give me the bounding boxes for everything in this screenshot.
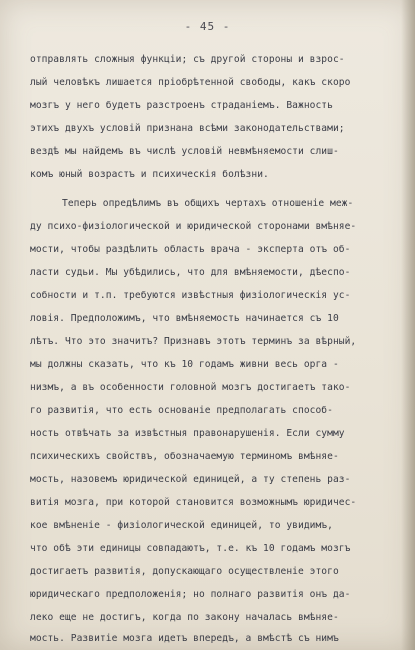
text-line: отправлять сложныя функціи; съ другой стороны и взрос- [30,54,345,65]
text-line: ласти судьи. Мы убѣдились, что для вмѣняемости, дѣеспо- [30,267,351,278]
text-line: мы должны сказать, что къ 10 годамъ живни весь орга - [30,359,339,370]
text-line: комъ юный возрастъ и психическія болѣзни. [30,169,269,180]
text-line: этихъ двухъ условій признана всѣми законодательствами; [30,123,345,134]
text-line: лѣтъ. Что это значитъ? Признавъ этотъ терминъ за вѣрный, [30,336,357,347]
text-line: Теперь опредѣлимъ въ общихъ чертахъ отношеніе меж- [62,198,354,209]
text-line: кое вмѣненіе - физіологической единицей, то увидимъ, [30,520,333,531]
text-line: психическихъ свойствъ, обозначаемую терминомъ вмѣняе- [30,451,339,462]
text-line: ность отвѣчать за извѣстныя правонарушенія. Если сумму [30,428,345,439]
text-line: что обѣ эти единицы совпадаютъ, т.е. къ 10 годамъ мозгъ [30,543,351,554]
text-line: мость, назовемъ юридической единицей, а ту степень раз- [30,474,351,485]
page-number: - 45 - [184,20,231,33]
text-line: ду психо-физіологической и юридической сторонами вмѣняе- [30,221,357,232]
text-line: мость. Развитіе мозга идетъ впередъ, а вмѣстѣ съ нимъ [30,633,339,644]
text-line: ловія. Предположимъ, что вмѣняемость начинается съ 10 [30,313,339,324]
text-line: юридическаго предположенія; но полнаго развитія онъ да- [30,589,351,600]
text-line: леко еще не достигъ, когда по закону началась вмѣняе- [30,612,339,623]
text-line: мости, чтобы раздѣлить область врача - эксперта отъ об- [30,244,351,255]
text-line: собности и т.п. требуются извѣстныя физіологическія ус- [30,290,351,301]
text-line: го развитія, что есть основаніе предполагать способ- [30,405,333,416]
text-line: достигаетъ развитія, допускающаго осуществленіе этого [30,566,339,577]
text-line: вездѣ мы найдемъ въ числѣ условій невмѣняемости слиш- [30,146,339,157]
text-line: мозгъ у него будетъ разстроенъ страданіемъ. Важность [30,100,333,111]
text-line: витія мозга, при которой становится возможнымъ юридичес- [30,497,357,508]
text-line: лый человѣкъ лишается пріобрѣтенной свободы, какъ скоро [30,77,351,88]
text-line: низмъ, а въ особенности головной мозгъ достигаетъ тако- [30,382,351,393]
